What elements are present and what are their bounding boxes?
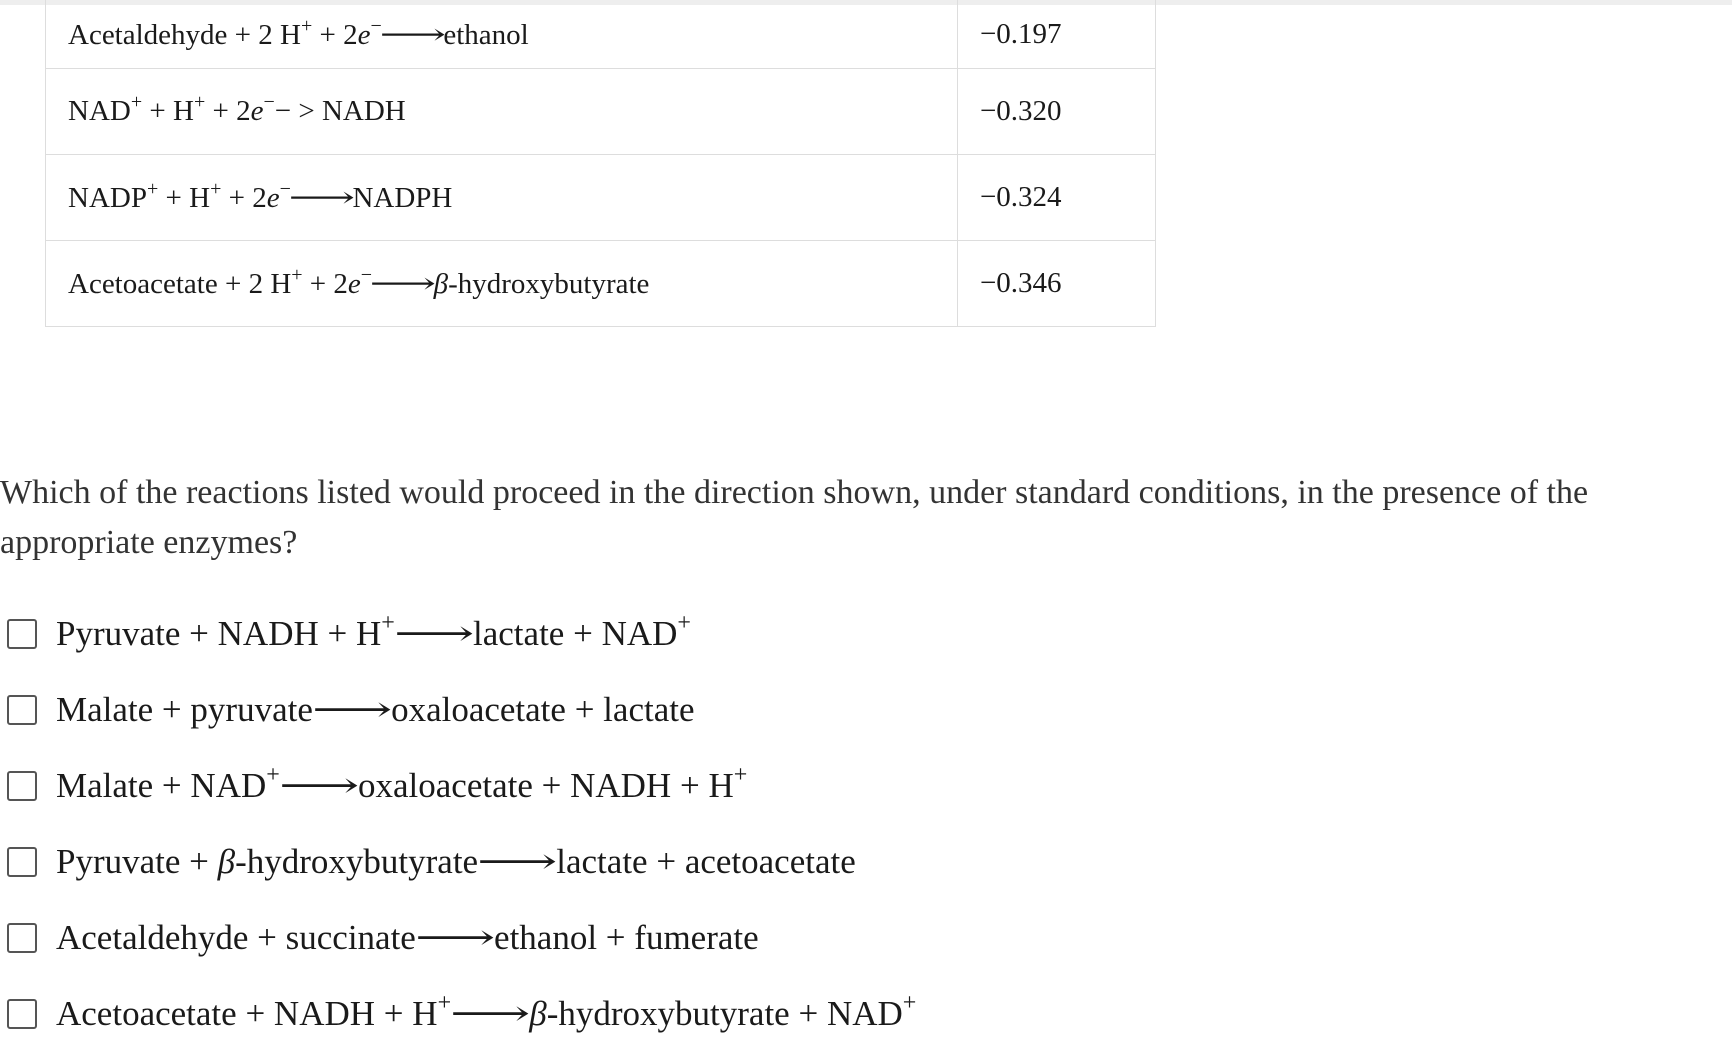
table-row <box>46 155 1156 241</box>
potential-value-cell: −0.320 <box>957 69 1155 155</box>
option-label[interactable]: Acetaldehyde + succinate⟶ethanol + fumerate <box>56 918 759 957</box>
answer-options <box>0 596 1200 1052</box>
half-reaction-cell: Acetaldehyde + 2 H+ + 2e−⟶ethanol <box>46 0 958 69</box>
half-reaction-cell: Acetoacetate + 2 H+ + 2e−⟶β-hydroxybutyrate <box>46 241 958 327</box>
option-label[interactable]: Malate + pyruvate⟶oxaloacetate + lactate <box>56 690 695 729</box>
table-row <box>46 0 1156 69</box>
arrow-icon: ⟶ <box>311 690 393 729</box>
option-label[interactable]: Pyruvate + NADH + H+⟶lactate + NAD+ <box>56 610 691 653</box>
arrow-icon: ⟶ <box>414 918 496 957</box>
potential-value-cell: −0.324 <box>957 155 1155 241</box>
arrow-icon: ⟶ <box>288 182 355 214</box>
arrow-icon: ⟶ <box>369 268 437 300</box>
option-label[interactable]: Malate + NAD+⟶oxaloacetate + NADH + H+ <box>56 762 748 805</box>
answer-option[interactable] <box>0 824 1200 900</box>
option-checkbox[interactable] <box>7 695 37 725</box>
arrow-icon: ⟶ <box>278 766 360 805</box>
half-reaction-cell: NAD+ + H+ + 2e−− > NADH <box>46 69 958 155</box>
arrow-icon: ⟶ <box>393 614 475 653</box>
question-text: Which of the reactions listed would proceed in the direction shown, under standard conditions, in the presence of the appropriate enzymes? <box>0 474 1589 561</box>
option-label[interactable]: Acetoacetate + NADH + H+⟶β-hydroxybutyrate + NAD+ <box>56 990 917 1033</box>
option-checkbox[interactable] <box>7 923 37 953</box>
reduction-potential-table <box>45 0 1156 327</box>
table-row <box>46 241 1156 327</box>
answer-option[interactable] <box>0 596 1200 672</box>
answer-option[interactable] <box>0 976 1200 1052</box>
answer-option[interactable] <box>0 672 1200 748</box>
potential-value-cell: −0.197 <box>957 0 1155 69</box>
half-reaction-cell: NADP+ + H+ + 2e−⟶NADPH <box>46 155 958 241</box>
potential-value-cell: −0.346 <box>957 241 1155 327</box>
arrow-icon: ⟶ <box>477 842 558 881</box>
option-checkbox[interactable] <box>7 619 37 649</box>
option-checkbox[interactable] <box>7 771 37 801</box>
option-checkbox[interactable] <box>7 999 37 1029</box>
option-checkbox[interactable] <box>7 847 37 877</box>
arrow-icon: ⟶ <box>379 18 446 51</box>
answer-option[interactable] <box>0 748 1200 824</box>
answer-option[interactable] <box>0 900 1200 976</box>
table-row <box>46 69 1156 155</box>
arrow-icon: ⟶ <box>450 994 531 1033</box>
option-label[interactable]: Pyruvate + β-hydroxybutyrate⟶lactate + acetoacetate <box>56 842 856 881</box>
